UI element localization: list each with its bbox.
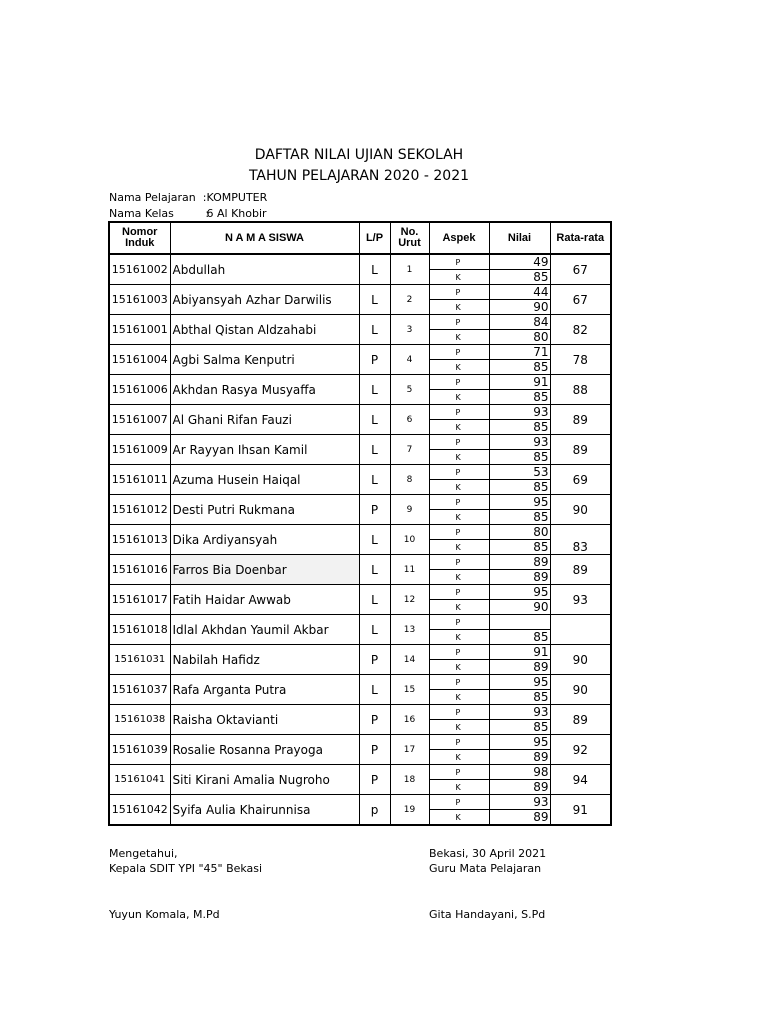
score-p: 91 — [489, 375, 550, 390]
aspect-k-label: K — [429, 510, 489, 525]
score-k: 85 — [489, 720, 550, 735]
aspect-p-label: P — [429, 735, 489, 750]
score-k: 89 — [489, 780, 550, 795]
student-order-number: 11 — [390, 555, 429, 585]
class-label: Nama Kelas : — [109, 207, 210, 220]
student-name: Idlal Akhdan Yaumil Akbar — [170, 615, 359, 645]
score-p: 71 — [489, 345, 550, 360]
score-k: 85 — [489, 420, 550, 435]
table-row — [109, 525, 611, 540]
student-average: 91 — [550, 795, 611, 826]
student-order-number: 5 — [390, 375, 429, 405]
table-row — [109, 765, 611, 780]
score-k: 85 — [489, 390, 550, 405]
score-p: 93 — [489, 435, 550, 450]
student-order-number: 7 — [390, 435, 429, 465]
student-name: Ar Rayyan Ihsan Kamil — [170, 435, 359, 465]
table-row — [109, 375, 611, 390]
aspect-p-label: P — [429, 495, 489, 510]
table-row — [109, 795, 611, 810]
aspect-k-label: K — [429, 750, 489, 765]
student-gender: L — [359, 254, 390, 285]
student-name: Al Ghani Rifan Fauzi — [170, 405, 359, 435]
student-nis: 15161006 — [109, 375, 170, 405]
student-name: Rosalie Rosanna Prayoga — [170, 735, 359, 765]
class-value: 6 Al Khobir — [206, 207, 267, 220]
student-name: Siti Kirani Amalia Nugroho — [170, 765, 359, 795]
student-average: 67 — [550, 254, 611, 285]
footer-teacher-name: Gita Handayani, S.Pd — [429, 908, 546, 921]
student-average: 94 — [550, 765, 611, 795]
student-order-number: 12 — [390, 585, 429, 615]
student-gender: L — [359, 465, 390, 495]
student-gender: P — [359, 735, 390, 765]
student-name: Dika Ardiyansyah — [170, 525, 359, 555]
student-name: Azuma Husein Haiqal — [170, 465, 359, 495]
aspect-p-label: P — [429, 645, 489, 660]
aspect-k-label: K — [429, 540, 489, 555]
score-k: 89 — [489, 750, 550, 765]
student-order-number: 13 — [390, 615, 429, 645]
aspect-k-label: K — [429, 390, 489, 405]
header-nilai: Nilai — [489, 222, 550, 254]
student-order-number: 17 — [390, 735, 429, 765]
student-nis: 15161042 — [109, 795, 170, 826]
score-p: 93 — [489, 405, 550, 420]
aspect-k-label: K — [429, 360, 489, 375]
score-p: 44 — [489, 285, 550, 300]
aspect-k-label: K — [429, 300, 489, 315]
student-average: 82 — [550, 315, 611, 345]
aspect-k-label: K — [429, 420, 489, 435]
score-p: 98 — [489, 765, 550, 780]
student-nis: 15161013 — [109, 525, 170, 555]
subject-label: Nama Pelajaran : — [109, 191, 207, 204]
student-nis: 15161003 — [109, 285, 170, 315]
student-gender: P — [359, 645, 390, 675]
student-nis: 15161038 — [109, 705, 170, 735]
student-gender: L — [359, 615, 390, 645]
table-row — [109, 675, 611, 690]
score-k: 89 — [489, 570, 550, 585]
aspect-k-label: K — [429, 630, 489, 645]
score-k: 85 — [489, 690, 550, 705]
aspect-p-label: P — [429, 375, 489, 390]
subject-value: KOMPUTER — [206, 191, 268, 204]
student-average: 92 — [550, 735, 611, 765]
grades-table — [108, 221, 612, 826]
class-info — [109, 207, 267, 220]
aspect-p-label: P — [429, 254, 489, 270]
student-average: 89 — [550, 405, 611, 435]
table-header-row — [109, 222, 611, 254]
header-aspek: Aspek — [429, 222, 489, 254]
aspect-k-label: K — [429, 690, 489, 705]
student-nis: 15161016 — [109, 555, 170, 585]
footer-principal-name: Yuyun Komala, M.Pd — [109, 908, 220, 921]
table-row — [109, 254, 611, 270]
student-order-number: 15 — [390, 675, 429, 705]
score-p: 95 — [489, 675, 550, 690]
footer-place-date: Bekasi, 30 April 2021 — [429, 847, 547, 860]
header-nama-siswa: N A M A SISWA — [170, 222, 359, 254]
student-gender: L — [359, 435, 390, 465]
student-gender: P — [359, 345, 390, 375]
table-row — [109, 345, 611, 360]
aspect-p-label: P — [429, 435, 489, 450]
student-nis: 15161012 — [109, 495, 170, 525]
score-p: 93 — [489, 705, 550, 720]
aspect-k-label: K — [429, 570, 489, 585]
student-gender: P — [359, 495, 390, 525]
score-k: 89 — [489, 660, 550, 675]
student-name: Akhdan Rasya Musyaffa — [170, 375, 359, 405]
table-row — [109, 315, 611, 330]
student-order-number: 2 — [390, 285, 429, 315]
student-name: Raisha Oktavianti — [170, 705, 359, 735]
aspect-k-label: K — [429, 270, 489, 285]
student-gender: L — [359, 675, 390, 705]
student-name: Agbi Salma Kenputri — [170, 345, 359, 375]
table-row — [109, 645, 611, 660]
student-nis: 15161009 — [109, 435, 170, 465]
table-row — [109, 495, 611, 510]
score-p: 53 — [489, 465, 550, 480]
student-name: Syifa Aulia Khairunnisa — [170, 795, 359, 826]
aspect-k-label: K — [429, 330, 489, 345]
student-nis: 15161002 — [109, 254, 170, 285]
score-k: 85 — [489, 360, 550, 375]
table-row — [109, 465, 611, 480]
student-average: 67 — [550, 285, 611, 315]
student-order-number: 9 — [390, 495, 429, 525]
aspect-k-label: K — [429, 450, 489, 465]
score-p: 91 — [489, 645, 550, 660]
header-lp: L/P — [359, 222, 390, 254]
score-p: 95 — [489, 495, 550, 510]
student-average: 78 — [550, 345, 611, 375]
student-average: 90 — [550, 645, 611, 675]
aspect-k-label: K — [429, 780, 489, 795]
score-k: 85 — [489, 510, 550, 525]
aspect-k-label: K — [429, 660, 489, 675]
student-gender: L — [359, 555, 390, 585]
score-p: 80 — [489, 525, 550, 540]
score-k: 80 — [489, 330, 550, 345]
table-row — [109, 435, 611, 450]
student-average: 83 — [550, 525, 611, 555]
score-k: 85 — [489, 450, 550, 465]
aspect-p-label: P — [429, 555, 489, 570]
student-gender: L — [359, 525, 390, 555]
student-nis: 15161039 — [109, 735, 170, 765]
student-average: 89 — [550, 555, 611, 585]
table-row — [109, 555, 611, 570]
student-name: Abiyansyah Azhar Darwilis — [170, 285, 359, 315]
student-average: 93 — [550, 585, 611, 615]
student-gender: P — [359, 765, 390, 795]
student-gender: L — [359, 585, 390, 615]
student-gender: L — [359, 405, 390, 435]
student-order-number: 18 — [390, 765, 429, 795]
aspect-p-label: P — [429, 315, 489, 330]
score-p: 89 — [489, 555, 550, 570]
header-nomor-induk: Nomor Induk — [109, 222, 170, 254]
footer-acknowledged: Mengetahui, — [109, 847, 178, 860]
student-nis: 15161001 — [109, 315, 170, 345]
student-gender: P — [359, 705, 390, 735]
aspect-p-label: P — [429, 795, 489, 810]
aspect-k-label: K — [429, 720, 489, 735]
student-order-number: 6 — [390, 405, 429, 435]
score-p — [489, 615, 550, 630]
student-average: 89 — [550, 435, 611, 465]
student-nis: 15161041 — [109, 765, 170, 795]
document-subtitle: TAHUN PELAJARAN 2020 - 2021 — [248, 168, 470, 184]
student-nis: 15161037 — [109, 675, 170, 705]
student-order-number: 10 — [390, 525, 429, 555]
student-average: 88 — [550, 375, 611, 405]
student-nis: 15161017 — [109, 585, 170, 615]
student-order-number: 4 — [390, 345, 429, 375]
aspect-p-label: P — [429, 615, 489, 630]
header-no-urut: No. Urut — [390, 222, 429, 254]
document-title: DAFTAR NILAI UJIAN SEKOLAH — [254, 147, 464, 163]
score-p: 95 — [489, 585, 550, 600]
table-row — [109, 585, 611, 600]
student-name: Desti Putri Rukmana — [170, 495, 359, 525]
score-p: 95 — [489, 735, 550, 750]
score-k: 90 — [489, 600, 550, 615]
student-gender: L — [359, 375, 390, 405]
aspect-p-label: P — [429, 585, 489, 600]
score-p: 49 — [489, 254, 550, 270]
student-name: Rafa Arganta Putra — [170, 675, 359, 705]
aspect-p-label: P — [429, 405, 489, 420]
student-average: 90 — [550, 495, 611, 525]
student-nis: 15161031 — [109, 645, 170, 675]
table-row — [109, 405, 611, 420]
student-average — [550, 615, 611, 645]
score-k: 85 — [489, 540, 550, 555]
student-average: 69 — [550, 465, 611, 495]
score-k: 90 — [489, 300, 550, 315]
table-row — [109, 705, 611, 720]
student-order-number: 8 — [390, 465, 429, 495]
aspect-k-label: K — [429, 600, 489, 615]
student-nis: 15161007 — [109, 405, 170, 435]
score-k: 85 — [489, 480, 550, 495]
footer-principal-title: Kepala SDIT YPI "45" Bekasi — [109, 862, 263, 875]
aspect-k-label: K — [429, 480, 489, 495]
aspect-p-label: P — [429, 525, 489, 540]
aspect-p-label: P — [429, 285, 489, 300]
footer-teacher-title: Guru Mata Pelajaran — [429, 862, 542, 875]
student-name: Nabilah Hafidz — [170, 645, 359, 675]
header-rata-rata: Rata-rata — [550, 222, 611, 254]
aspect-p-label: P — [429, 345, 489, 360]
aspect-k-label: K — [429, 810, 489, 826]
aspect-p-label: P — [429, 465, 489, 480]
student-average: 89 — [550, 705, 611, 735]
aspect-p-label: P — [429, 675, 489, 690]
aspect-p-label: P — [429, 705, 489, 720]
student-order-number: 3 — [390, 315, 429, 345]
student-order-number: 19 — [390, 795, 429, 826]
table-row — [109, 615, 611, 630]
student-name: Farros Bia Doenbar — [170, 555, 359, 585]
aspect-p-label: P — [429, 765, 489, 780]
table-row — [109, 285, 611, 300]
student-order-number: 14 — [390, 645, 429, 675]
score-k: 89 — [489, 810, 550, 826]
student-gender: L — [359, 315, 390, 345]
student-order-number: 1 — [390, 254, 429, 285]
student-gender: L — [359, 285, 390, 315]
student-name: Abdullah — [170, 254, 359, 285]
student-average: 90 — [550, 675, 611, 705]
student-name: Abthal Qistan Aldzahabi — [170, 315, 359, 345]
student-gender: p — [359, 795, 390, 826]
score-k: 85 — [489, 630, 550, 645]
student-name: Fatih Haidar Awwab — [170, 585, 359, 615]
score-k: 85 — [489, 270, 550, 285]
subject-info — [109, 191, 267, 204]
student-order-number: 16 — [390, 705, 429, 735]
student-nis: 15161004 — [109, 345, 170, 375]
student-nis: 15161011 — [109, 465, 170, 495]
score-p: 84 — [489, 315, 550, 330]
table-row — [109, 735, 611, 750]
student-nis: 15161018 — [109, 615, 170, 645]
score-p: 93 — [489, 795, 550, 810]
